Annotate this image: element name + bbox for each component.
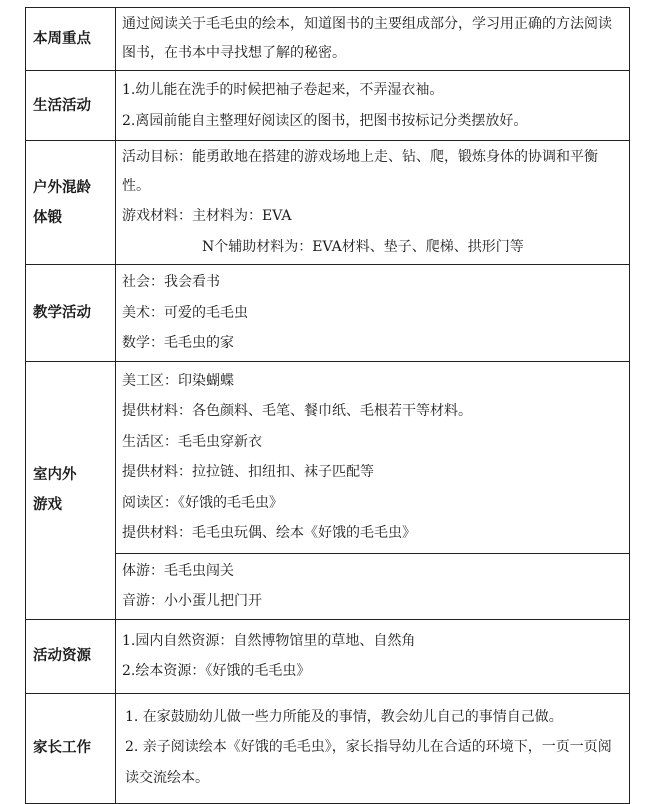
indoor-game-item: 阅读区：《好饿的毛毛虫》	[122, 494, 283, 511]
parent-item-1: 1. 在家鼓励幼儿做一些力所能及的事情，教会幼儿自己的事情自己做。	[125, 708, 563, 725]
resource-item-2: 2.绘本资源：《好饿的毛毛虫》	[122, 663, 311, 679]
row-weekly-focus	[26, 8, 630, 71]
label-life-activities: 生活活动	[26, 71, 116, 141]
content-indoor-games	[116, 361, 630, 553]
outdoor-game-item: 体游：毛毛虫闯关	[122, 562, 234, 579]
indoor-game-item: 生活区：毛毛虫穿新衣	[122, 433, 262, 450]
row-outdoor-exercise	[26, 141, 630, 265]
content-activity-resources	[116, 619, 630, 693]
row-indoor-games	[26, 361, 630, 553]
indoor-game-item: 提供材料：各色颜料、毛笔、餐巾纸、毛根若干等材料。	[122, 403, 472, 419]
row-activity-resources	[26, 619, 630, 693]
label-teaching-activities: 教学活动	[26, 265, 116, 362]
content-parent-work	[116, 693, 630, 803]
teaching-item-social: 社会：我会看书	[122, 274, 220, 290]
outdoor-goal: 活动目标：能勇敢地在搭建的游戏场地上走、钻、爬，锻炼身体的协调和平衡性。	[122, 149, 598, 194]
label-games	[26, 361, 116, 619]
content-life-activities	[116, 71, 630, 141]
outdoor-label-line2: 体锻	[33, 209, 62, 226]
outdoor-game-item: 音游：小小蛋儿把门开	[122, 593, 262, 609]
weekly-focus-text: 通过阅读关于毛毛虫的绘本，知道图书的主要组成部分，学习用正确的方法阅读图书，在书本中寻找想了解的秘密。	[122, 16, 612, 61]
label-activity-resources: 活动资源	[26, 619, 116, 693]
teaching-item-art: 美术：可爱的毛毛虫	[122, 304, 248, 321]
row-teaching-activities	[26, 265, 630, 362]
content-weekly-focus	[116, 8, 630, 71]
outdoor-label-line1: 户外混龄	[33, 179, 91, 196]
label-parent-work: 家长工作	[26, 693, 116, 803]
label-weekly-focus: 本周重点	[26, 8, 116, 71]
row-outdoor-games	[26, 553, 630, 619]
indoor-game-item: 美工区：印染蝴蝶	[122, 372, 234, 389]
indoor-game-item: 提供材料：拉拉链、扣纽扣、袜子匹配等	[122, 464, 374, 480]
label-outdoor-exercise	[26, 141, 116, 265]
games-label-line1: 室内外	[33, 467, 77, 483]
content-outdoor-exercise	[116, 141, 630, 265]
life-item-2: 2.离园前能自主整理好阅读区的图书，把图书按标记分类摆放好。	[122, 112, 528, 129]
resource-item-1: 1.园内自然资源：自然博物馆里的草地、自然角	[122, 632, 416, 649]
row-parent-work	[26, 693, 630, 803]
row-life-activities	[26, 71, 630, 141]
outdoor-materials-aux: N个辅助材料为：EVA材料、垫子、爬梯、拱形门等	[202, 238, 524, 255]
games-label-line2: 游戏	[33, 497, 62, 513]
weekly-plan-table	[25, 7, 630, 804]
teaching-item-math: 数学：毛毛虫的家	[122, 335, 234, 351]
indoor-game-item: 提供材料：毛毛虫玩偶、绘本《好饿的毛毛虫》	[122, 525, 416, 541]
outdoor-materials-main: 游戏材料：主材料为：EVA	[122, 208, 292, 224]
content-teaching-activities	[116, 265, 630, 362]
parent-item-2: 2. 亲子阅读绘本《好饿的毛毛虫》，家长指导幼儿在合适的环境下，一页一页阅读交流绘本。	[125, 739, 612, 787]
life-item-1: 1.幼儿能在洗手的时候把袖子卷起来，不弄湿衣袖。	[122, 82, 444, 98]
content-outdoor-games	[116, 553, 630, 619]
